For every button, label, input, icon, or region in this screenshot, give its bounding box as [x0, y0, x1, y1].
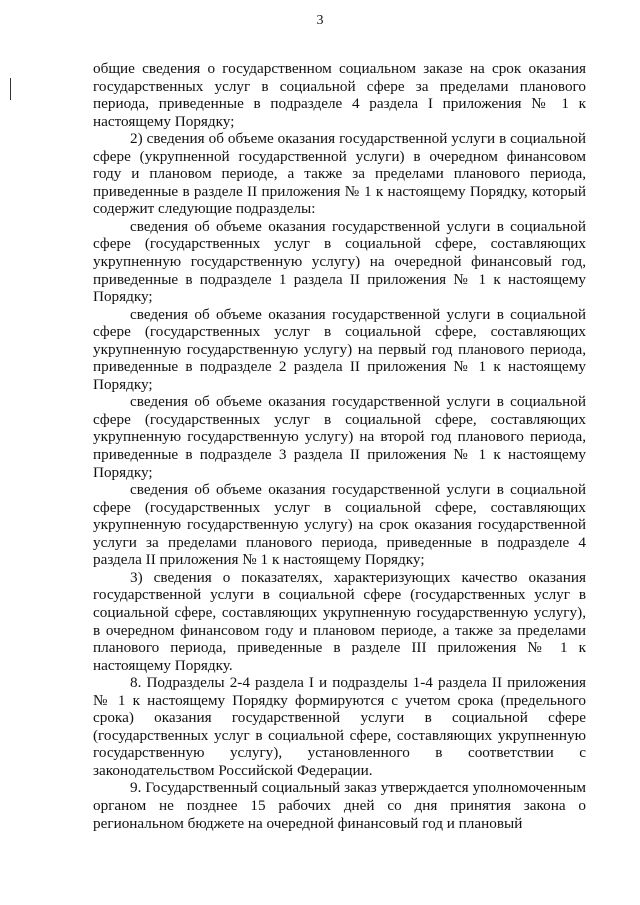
- document-body: [93, 60, 586, 832]
- paragraph: общие сведения о государственном социальном заказе на срок оказания государственных услуг в социальной сфере за пределами планового периода, приведенные в подразделе 4 раздела I приложения № 1 к настоящему Порядку;: [93, 60, 586, 130]
- paragraph: сведения об объеме оказания государственной услуги в социальной сфере (государственных услуг в социальной сфере, составляющих укрупненную государственную услугу) на первый год планового периода, приведенные в подразделе 2 раздела II приложения № 1 к настоящему Порядку;: [93, 305, 586, 393]
- paragraph: 8. Подразделы 2-4 раздела I и подразделы 1-4 раздела II приложения № 1 к настоящему Порядку формируются с учетом срока (предельного срока) оказания государственной услуги в социальной сфере (государственных услуг в социальной сфере, составляющих укрупненную государственную услугу), установленного в соответствии с законодательством Российской Федерации.: [93, 674, 586, 779]
- paragraph: сведения об объеме оказания государственной услуги в социальной сфере (государственных услуг в социальной сфере, составляющих укрупненную государственную услугу) на срок оказания государственной услуги за пределами планового периода, приведенные в подразделе 4 раздела II приложения № 1 к настоящему Порядку;: [93, 481, 586, 569]
- paragraph: сведения об объеме оказания государственной услуги в социальной сфере (государственных услуг в социальной сфере, составляющих укрупненную государственную услугу) на очередной финансовый год, приведенные в подразделе 1 раздела II приложения № 1 к настоящему Порядку;: [93, 217, 586, 306]
- paragraph: сведения об объеме оказания государственной услуги в социальной сфере (государственных услуг в социальной сфере, составляющих укрупненную государственную услугу) на второй год планового периода, приведенные в подразделе 3 раздела II приложения № 1 к настоящему Порядку;: [93, 393, 586, 481]
- margin-mark: [10, 78, 11, 100]
- page-number: 3: [316, 13, 324, 28]
- paragraph: 2) сведения об объеме оказания государственной услуги в социальной сфере (укрупненной государственной услуги) в очередном финансовом году и плановом периоде, а также за пределами планового периода, приведенные в разделе II приложения № 1 к настоящему Порядку, который содержит следующие подразделы:: [93, 130, 586, 218]
- paragraph: 9. Государственный социальный заказ утверждается уполномоченным органом не позднее 15 рабочих дней со дня принятия закона о региональном бюджете на очередной финансовый год и плановый: [93, 779, 586, 832]
- paragraph: 3) сведения о показателях, характеризующих качество оказания государственной услуги в социальной сфере (государственных услуг в социальной сфере, составляющих укрупненную государственную услугу), в очередном финансовом году и плановом периоде, а также за пределами планового периода, приведенные в разделе III приложения № 1 к настоящему Порядку.: [93, 568, 586, 674]
